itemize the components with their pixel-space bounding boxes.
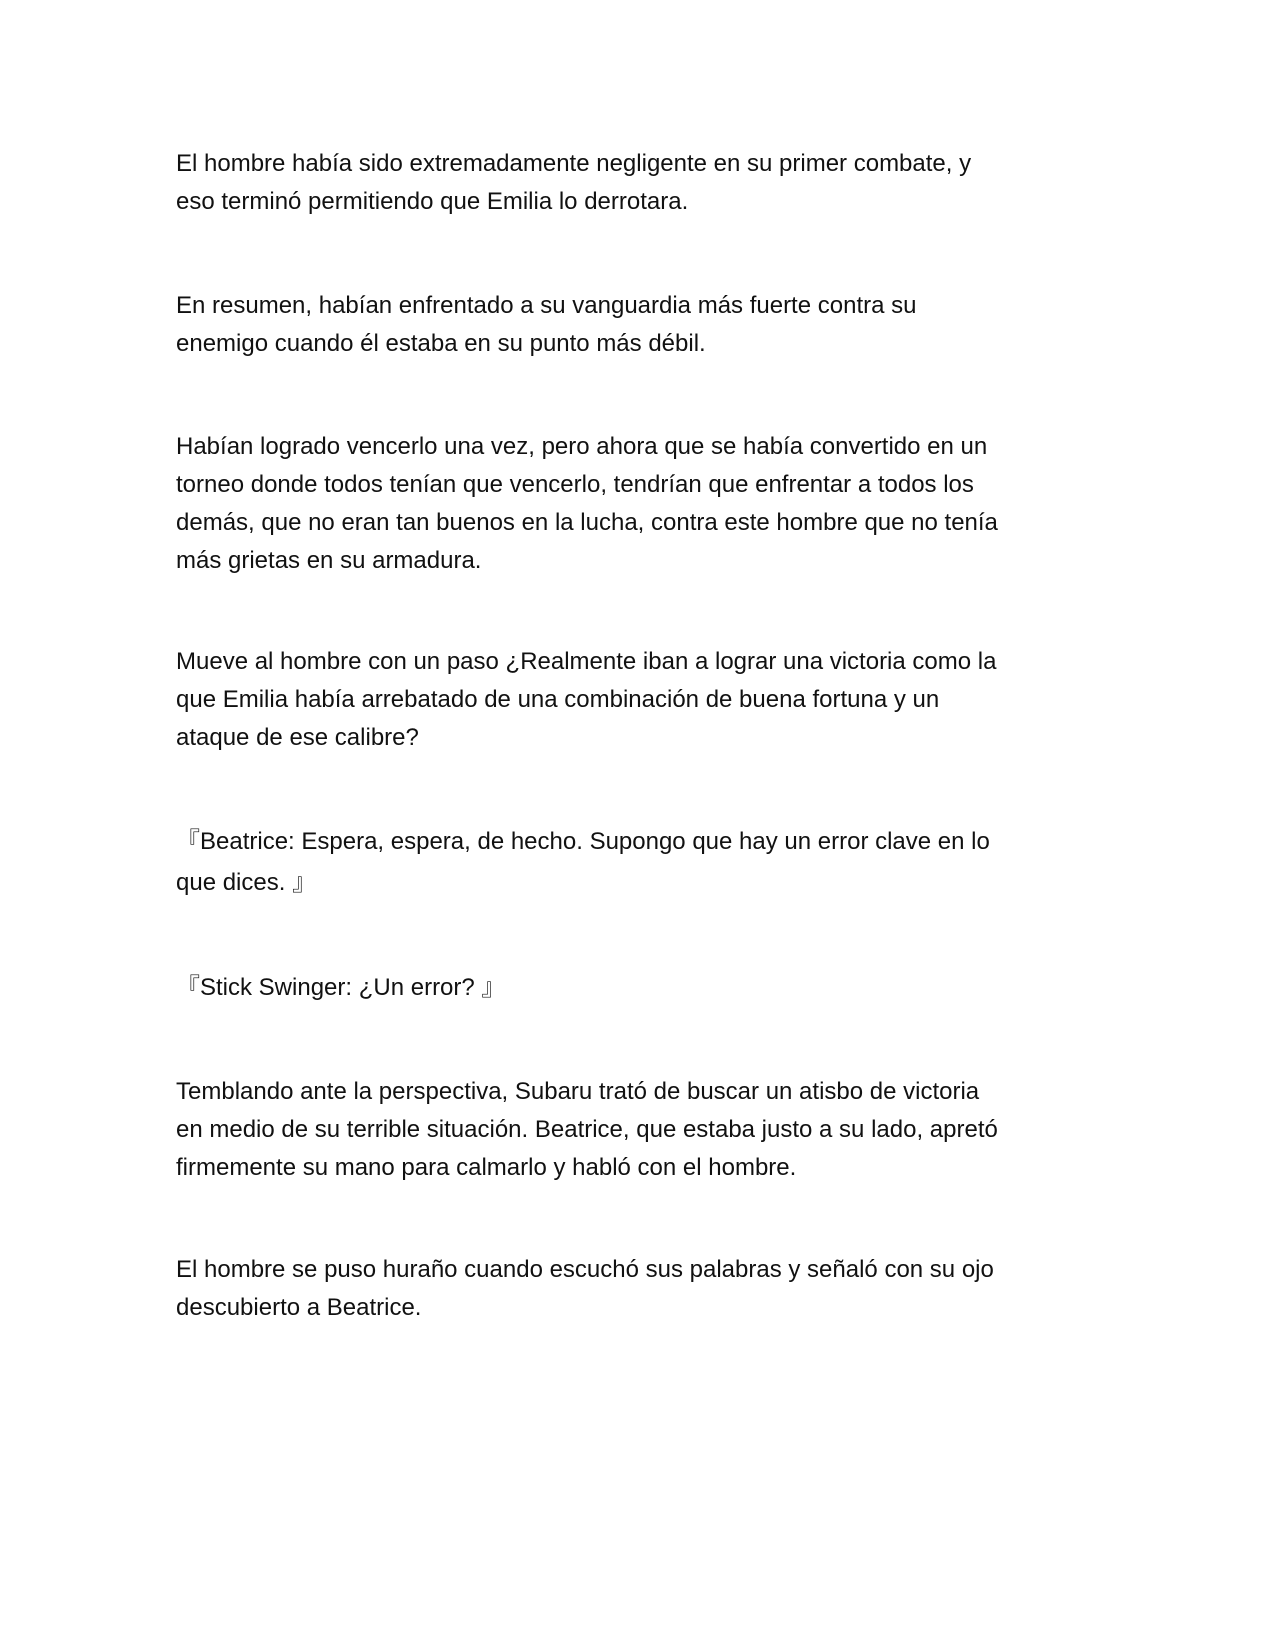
paragraph-3: Habían logrado vencerlo una vez, pero ahora que se había convertido en un torneo donde todos tenían que vencerlo, tendrían que enfrentar a todos los demás, que no eran tan buenos en la lucha, contra este hombre que no tenía más grietas en su armadura.: [176, 433, 998, 574]
paragraph-2: En resumen, habían enfrentado a su vanguardia más fuerte contra su enemigo cuando él estaba en su punto más débil.: [176, 292, 917, 357]
paragraph-4: Mueve al hombre con un paso ¿Realmente iban a lograr una victoria como la que Emilia había arrebatado de una combinación de buena fortuna y un ataque de ese calibre?: [176, 648, 997, 751]
paragraph-8: El hombre se puso huraño cuando escuchó sus palabras y señaló con su ojo descubierto a Beatrice.: [176, 1256, 994, 1321]
paragraph-1: El hombre había sido extremadamente negligente en su primer combate, y eso terminó permitiendo que Emilia lo derrotara.: [176, 150, 972, 215]
paragraph-7: Temblando ante la perspectiva, Subaru trató de buscar un atisbo de victoria en medio de su terrible situación. Beatrice, que estaba justo a su lado, apretó firmemente su mano para calmarlo y habló con el hombre.: [176, 1078, 998, 1181]
dialog-stick-swinger: 『Stick Swinger: ¿Un error? 』: [176, 974, 506, 1001]
dialog-beatrice: 『Beatrice: Espera, espera, de hecho. Supongo que hay un error clave en lo que dices. 』: [176, 828, 990, 896]
